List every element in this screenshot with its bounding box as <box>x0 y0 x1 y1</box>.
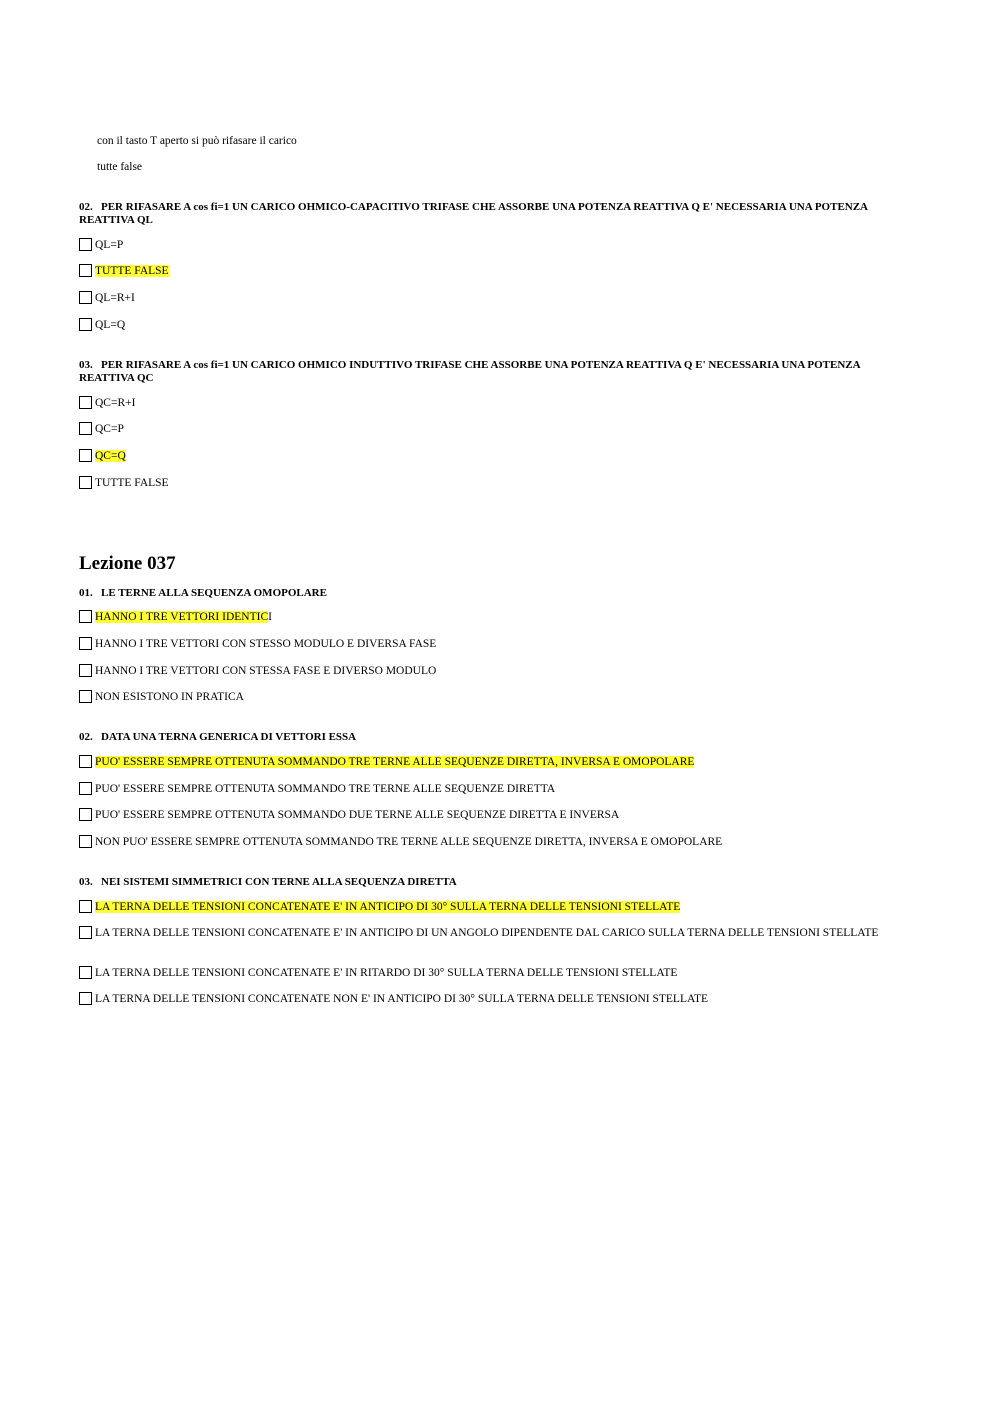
question-number: 01. <box>79 587 93 599</box>
answer-option <box>79 808 619 823</box>
checkbox[interactable] <box>79 291 92 304</box>
checkbox[interactable] <box>79 755 92 768</box>
lesson-title: Lezione 037 <box>79 553 176 574</box>
checkbox[interactable] <box>79 610 92 623</box>
question-number: 02. <box>79 201 93 213</box>
option-label: HANNO I TRE VETTORI CON STESSA FASE E DIVERSO MODULO <box>95 665 437 677</box>
answer-option <box>79 992 708 1007</box>
checkbox[interactable] <box>79 992 92 1005</box>
answer-option <box>79 637 436 652</box>
option-label-highlighted: LA TERNA DELLE TENSIONI CONCATENATE E' IN ANTICIPO DI 30° SULLA TERNA DELLE TENSIONI STELLATE <box>95 901 681 913</box>
answer-option <box>79 396 135 411</box>
option-label: QC=R+I <box>95 397 136 409</box>
option-label: HANNO I TRE VETTORI CON STESSO MODULO E DIVERSA FASE <box>95 638 437 650</box>
answer-option <box>79 264 169 279</box>
answer-option <box>79 291 135 306</box>
checkbox[interactable] <box>79 238 92 251</box>
option-label-highlighted: HANNO I TRE VETTORI IDENTIC <box>95 611 269 623</box>
option-label: LA TERNA DELLE TENSIONI CONCATENATE E' IN ANTICIPO DI UN ANGOLO DIPENDENTE DAL CARICO SULLA TERNA DELLE TENSIONI STELLATE <box>95 927 879 939</box>
option-label: LA TERNA DELLE TENSIONI CONCATENATE E' IN RITARDO DI 30° SULLA TERNA DELLE TENSIONI STELLATE <box>95 967 678 979</box>
question-heading <box>79 587 899 600</box>
checkbox[interactable] <box>79 318 92 331</box>
answer-option <box>79 476 169 491</box>
answer-option <box>79 610 272 625</box>
option-label-suffix: I <box>268 611 272 623</box>
question-number: 03. <box>79 876 93 888</box>
option-label: PUO' ESSERE SEMPRE OTTENUTA SOMMANDO TRE TERNE ALLE SEQUENZE DIRETTA <box>95 783 556 795</box>
answer-option <box>79 449 126 464</box>
answer-option <box>79 926 879 941</box>
question-text: PER RIFASARE A cos fi=1 UN CARICO OHMICO INDUTTIVO TRIFASE CHE ASSORBE UNA POTENZA REATTIVA Q E' NECESSARIA UNA POTENZA REATTIVA QC <box>79 359 860 384</box>
answer-option <box>79 422 124 437</box>
option-label-highlighted: QC=Q <box>95 450 126 462</box>
checkbox[interactable] <box>79 264 92 277</box>
checkbox[interactable] <box>79 808 92 821</box>
answer-option <box>79 690 244 705</box>
option-label: PUO' ESSERE SEMPRE OTTENUTA SOMMANDO DUE TERNE ALLE SEQUENZE DIRETTA E INVERSA <box>95 809 620 821</box>
question-heading <box>79 876 899 889</box>
question-heading <box>79 731 899 744</box>
checkbox[interactable] <box>79 396 92 409</box>
question-number: 03. <box>79 359 93 371</box>
checkbox[interactable] <box>79 690 92 703</box>
checkbox[interactable] <box>79 835 92 848</box>
checkbox[interactable] <box>79 664 92 677</box>
question-text: DATA UNA TERNA GENERICA DI VETTORI ESSA <box>101 731 357 743</box>
checkbox[interactable] <box>79 966 92 979</box>
top-line-1: con il tasto T aperto si può rifasare il carico <box>97 135 297 147</box>
option-label: QL=R+I <box>95 292 135 304</box>
question-text: NEI SISTEMI SIMMETRICI CON TERNE ALLA SEQUENZA DIRETTA <box>101 876 457 888</box>
checkbox[interactable] <box>79 422 92 435</box>
answer-option <box>79 318 125 333</box>
option-label: NON ESISTONO IN PRATICA <box>95 691 244 703</box>
option-label: NON PUO' ESSERE SEMPRE OTTENUTA SOMMANDO TRE TERNE ALLE SEQUENZE DIRETTA, INVERSA E OMOPOLARE <box>95 836 723 848</box>
top-line-2: tutte false <box>97 161 143 173</box>
answer-option <box>79 238 123 253</box>
answer-option <box>79 782 555 797</box>
question-text: PER RIFASARE A cos fi=1 UN CARICO OHMICO-CAPACITIVO TRIFASE CHE ASSORBE UNA POTENZA REATTIVA Q E' NECESSARIA UNA POTENZA REATTIVA QL <box>79 201 868 226</box>
option-label-highlighted: TUTTE FALSE <box>95 265 169 277</box>
checkbox[interactable] <box>79 476 92 489</box>
option-label: TUTTE FALSE <box>95 477 169 489</box>
option-label-highlighted: PUO' ESSERE SEMPRE OTTENUTA SOMMANDO TRE TERNE ALLE SEQUENZE DIRETTA, INVERSA E OMOPOLARE <box>95 756 695 768</box>
answer-option <box>79 835 722 850</box>
question-heading <box>79 201 899 227</box>
checkbox[interactable] <box>79 900 92 913</box>
answer-option <box>79 664 436 679</box>
option-label: LA TERNA DELLE TENSIONI CONCATENATE NON E' IN ANTICIPO DI 30° SULLA TERNA DELLE TENSIONI STELLATE <box>95 993 709 1005</box>
question-heading <box>79 359 899 385</box>
checkbox[interactable] <box>79 637 92 650</box>
checkbox[interactable] <box>79 449 92 462</box>
checkbox[interactable] <box>79 782 92 795</box>
option-label: QL=P <box>95 239 124 251</box>
question-number: 02. <box>79 731 93 743</box>
option-label: QC=P <box>95 423 124 435</box>
answer-option <box>79 900 680 915</box>
answer-option <box>79 966 677 981</box>
answer-option <box>79 755 694 770</box>
checkbox[interactable] <box>79 926 92 939</box>
question-text: LE TERNE ALLA SEQUENZA OMOPOLARE <box>101 587 327 599</box>
option-label: QL=Q <box>95 319 126 331</box>
